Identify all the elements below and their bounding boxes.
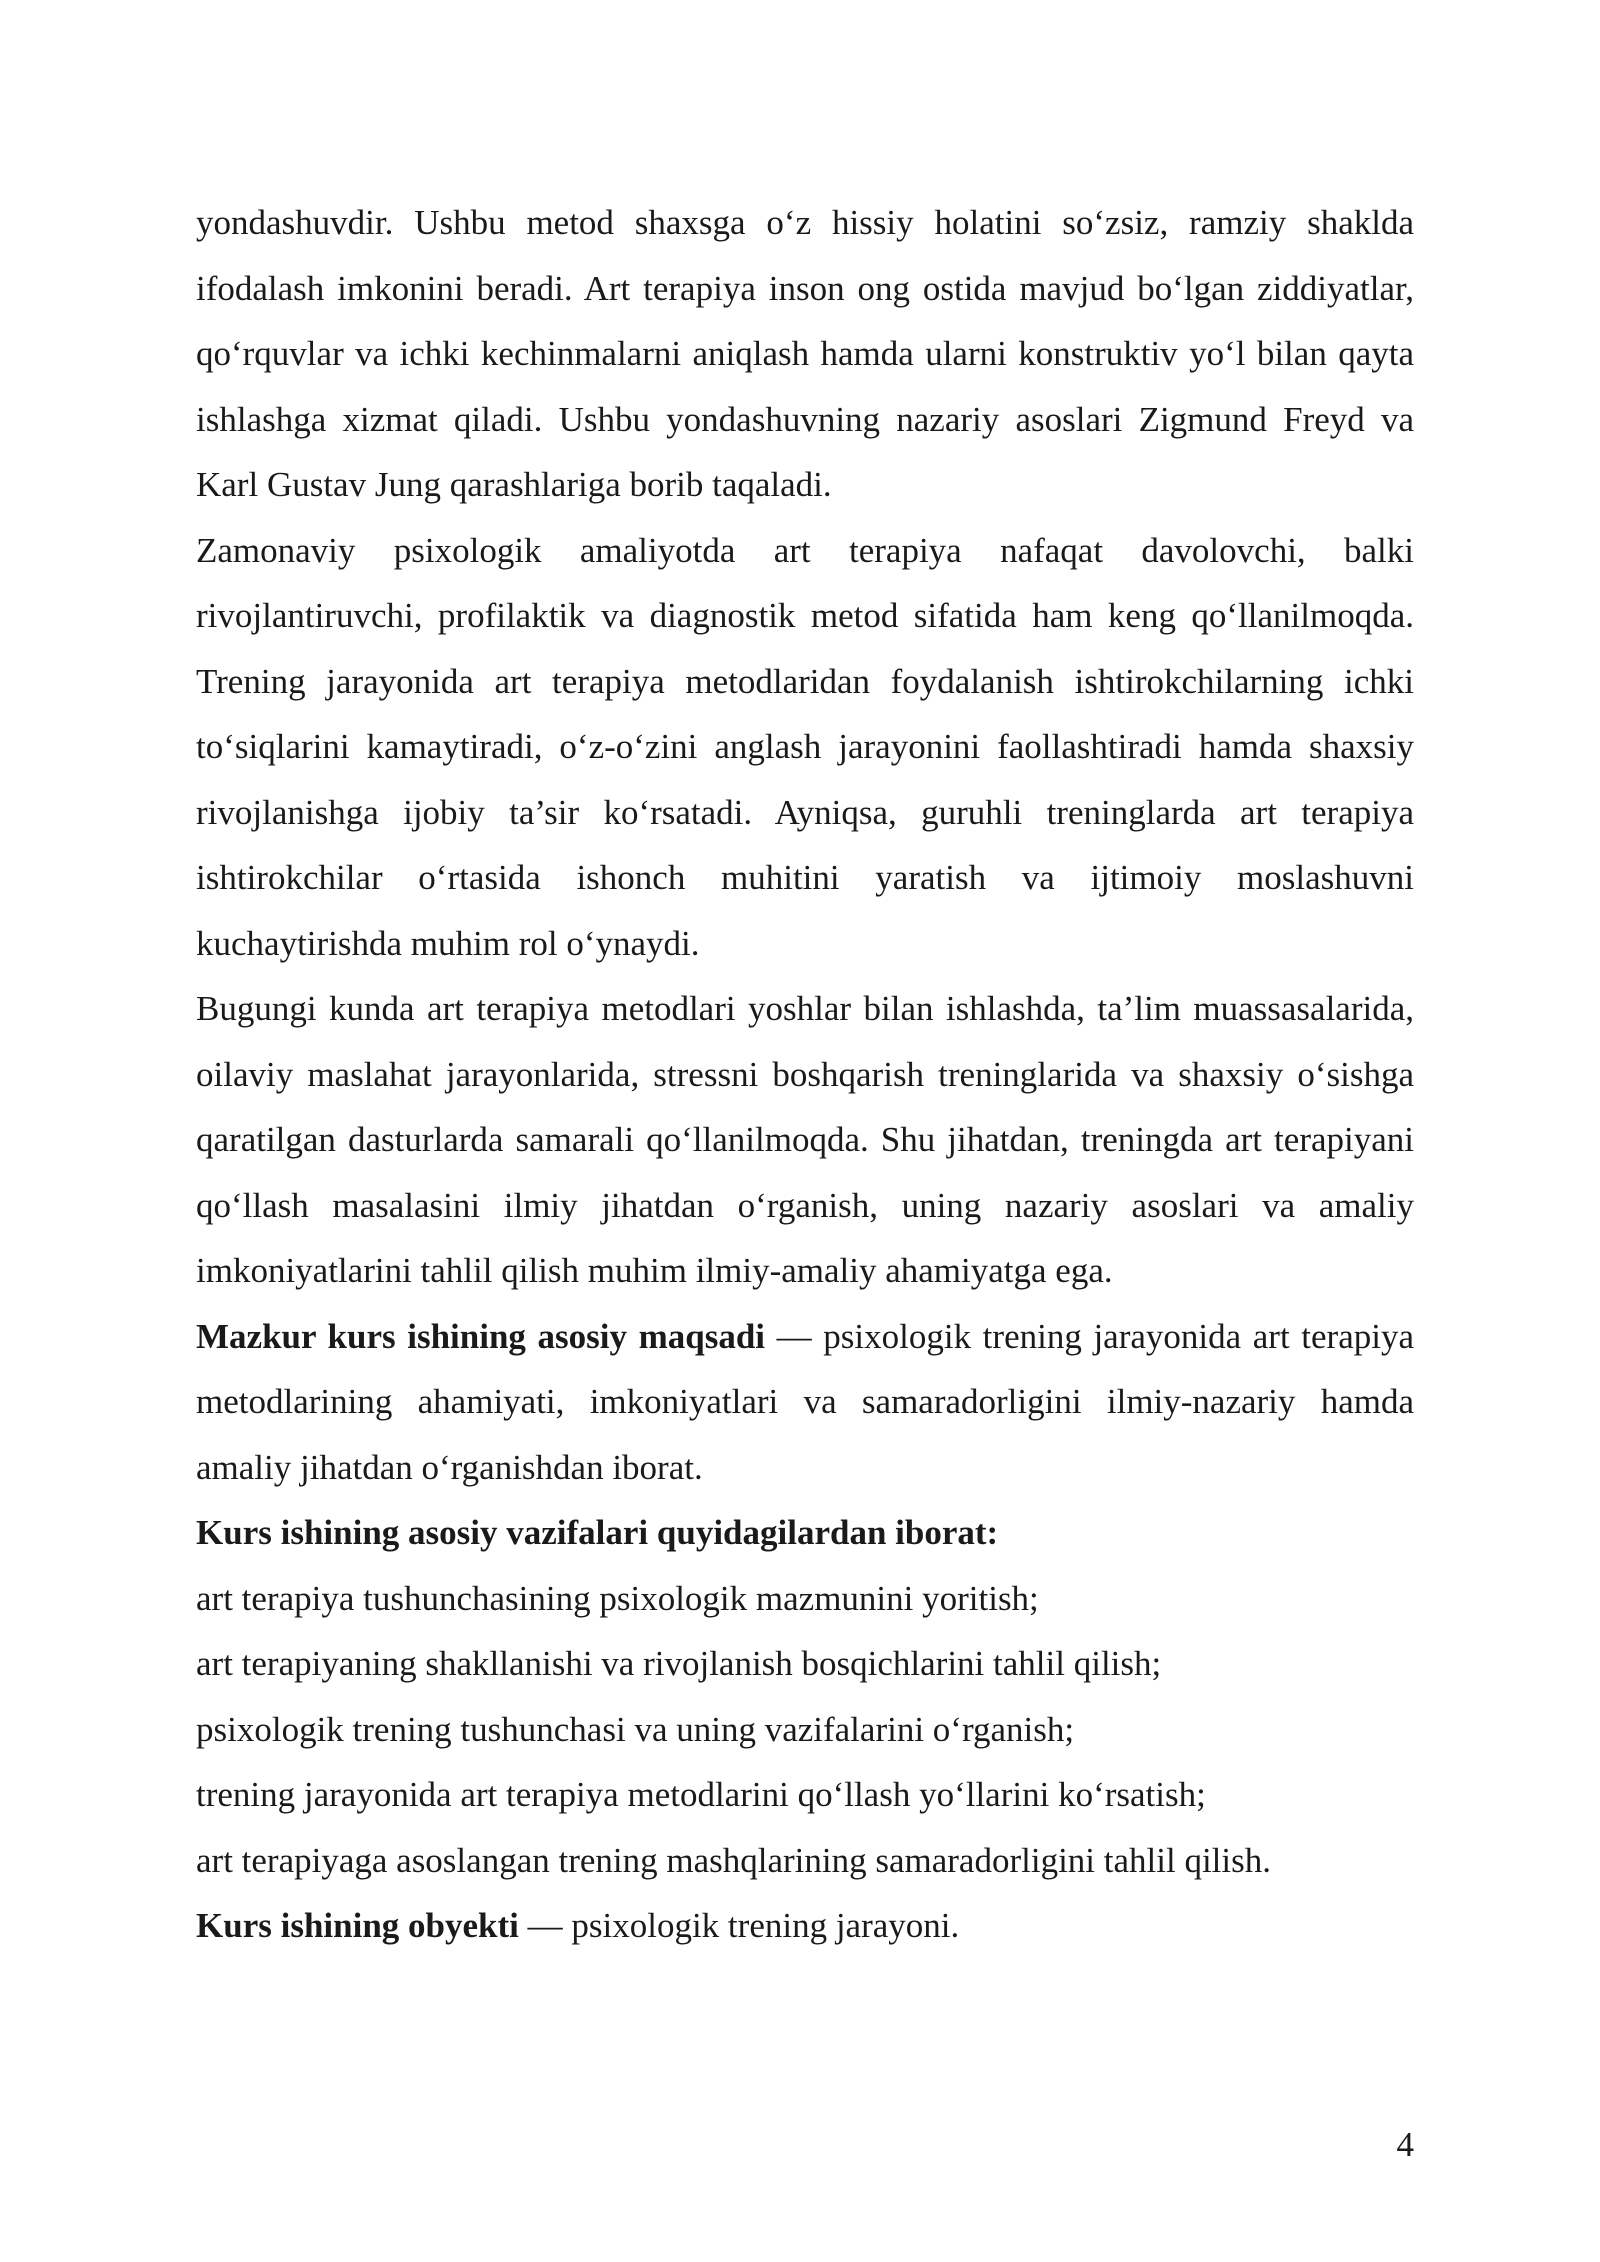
object-paragraph (196, 1893, 1414, 1959)
task-item: trening jarayonida art terapiya metodlarini qo‘llash yo‘llarini ko‘rsatish; (196, 1775, 1206, 1814)
paragraph: yondashuvdir. Ushbu metod shaxsga o‘z hissiy holatini so‘zsiz, ramziy shaklda ifodalash imkonini beradi. Art terapiya inson ong ostida mavjud bo‘lgan ziddiyatlar, qo‘rquvlar va ichki kechinmalarni aniqlash hamda ularni konstruktiv yo‘l bilan qayta ishlashga xizmat qiladi. Ushbu yondashuvning nazariy asoslari Zigmund Freyd va Karl Gustav Jung qarashlariga borib taqaladi. (196, 203, 1414, 504)
object-label: Kurs ishining obyekti (196, 1906, 519, 1945)
goal-paragraph (196, 1304, 1414, 1501)
page-number: 4 (1396, 2125, 1414, 2164)
task-item: art terapiya tushunchasining psixologik mazmunini yoritish; (196, 1578, 1039, 1618)
tasks-heading: Kurs ishining asosiy vazifalari quyidagilardan iborat: (196, 1513, 999, 1552)
object-text: — psixologik trening jarayoni. (518, 1906, 960, 1945)
document-body (196, 190, 1414, 1959)
task-item: art terapiyaga asoslangan trening mashqlarining samaradorligini tahlil qilish. (196, 1840, 1271, 1880)
goal-label: Mazkur kurs ishining asosiy maqsadi (196, 1316, 766, 1356)
goal-text: — psixologik trening jarayonida art terapiya metodlarining ahamiyati, imkoniyatlari va samaradorligini ilmiy-nazariy hamda amaliy jihatdan o‘rganishdan iborat. (196, 1316, 1415, 1487)
paragraph: Zamonaviy psixologik amaliyotda art terapiya nafaqat davolovchi, balki rivojlantiruvchi, profilaktik va diagnostik metod sifatida ham keng qo‘llanilmoqda. Trening jarayonida art terapiya metodlaridan foydalanish ishtirokchilarning ichki to‘siqlarini kamaytiradi, o‘z-o‘zini anglash jarayonini faollashtiradi hamda shaxsiy rivojlanishga ijobiy ta’sir ko‘rsatadi. Ayniqsa, guruhli treninglarda art terapiya ishtirokchilar o‘rtasida ishonch muhitini yaratish va ijtimoiy moslashuvni kuchaytirishda muhim rol o‘ynaydi. (196, 530, 1414, 963)
task-item: art terapiyaning shakllanishi va rivojlanish bosqichlarini tahlil qilish; (196, 1644, 1162, 1683)
paragraph: Bugungi kunda art terapiya metodlari yoshlar bilan ishlashda, ta’lim muassasalarida, oilaviy maslahat jarayonlarida, stressni boshqarish treninglarida va shaxsiy o‘sishga qaratilgan dasturlarda samarali qo‘llanilmoqda. Shu jihatdan, treningda art terapiyani qo‘llash masalasini ilmiy jihatdan o‘rganish, uning nazariy asoslari va amaliy imkoniyatlarini tahlil qilish muhim ilmiy-amaliy ahamiyatga ega. (196, 989, 1414, 1290)
task-item: psixologik trening tushunchasi va uning vazifalarini o‘rganish; (196, 1709, 1075, 1749)
